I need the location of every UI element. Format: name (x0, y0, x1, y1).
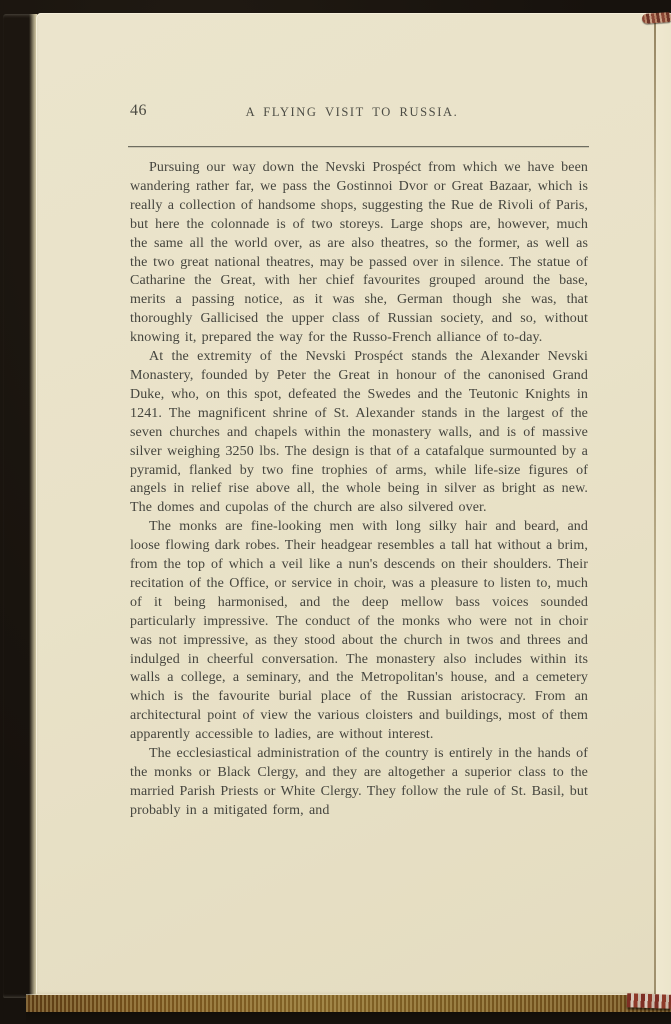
page-edge-stack (3, 14, 37, 998)
page-header (130, 102, 588, 124)
paragraph-3: The monks are fine-looking men with long silky hair and beard, and loose flowing dark robes. Their headgear resembles a tall hat without a brim, from the top of which a veil like a nun's descends on their shoulders. Their recitation of the Office, or service in choir, was a pleasure to listen to, much of it being harmonised, and the deep mellow bass voices sounded particularly impressive. The conduct of the monks who were not in choir was not impressive, as they stood about the church in twos and threes and indulged in cheerful conversation. The monastery also includes within its walls a college, a seminary, and the Metropolitan's house, and a cemetery which is the favourite burial place of the Russian aristocracy. From an architectural point of view the various cloisters and buildings, most of them apparently accessible to ladies, are without interest. (130, 519, 588, 743)
header-rule (128, 146, 589, 147)
page-body (130, 159, 588, 821)
page-block-bottom-edge (26, 995, 671, 1012)
paragraph-4: The ecclesiastical administration of the country is entirely in the hands of the monks or Black Clergy, and they are altogether a superior class to the married Parish Priests or White Clergy. They follow the rule of St. Basil, but probably in a mitigated form, and (130, 746, 588, 818)
printed-content (130, 102, 588, 818)
paragraph-2: At the extremity of the Nevski Prospéct stands the Alexander Nevski Monastery, founded by Peter the Great in honour of the canonised Grand Duke, who, on this spot, defeated the Swedes and the Teutonic Knights in 1241. The magnificent shrine of St. Alexander stands in the largest of the seven churches and chapels within the monastery walls, and is of massive silver weighing 3250 lbs. The design is that of a catafalque surmounted by a pyramid, flanked by two fine trophies of arms, while life-size figures of angels in relief rise above all, the whole being in silver as bright as new. The domes and cupolas of the church are also silvered over. (130, 349, 588, 516)
book-page (36, 13, 671, 996)
paragraph-1: Pursuing our way down the Nevski Prospéct from which we have been wandering rather far, we pass the Gostinnoi Dvor or Great Bazaar, which is really a collection of handsome shops, suggesting the Rue de Rivoli of Paris, but here the colonnade is of two storeys. Large shops are, however, much the same all the world over, as are also theatres, so the former, as well as the two great national theatres, may be passed over in silence. The statue of Catharine the Great, with her chief favourites grouped around the base, merits a passing notice, as it was she, German though she was, that thoroughly Gallicised the upper class of Russian society, and so, without knowing it, prepared the way for the Russo-French alliance of to-day. (130, 160, 588, 346)
headband-top (642, 12, 671, 24)
page-crease (654, 19, 656, 996)
next-page-edge (656, 21, 671, 996)
headband-bottom (627, 993, 671, 1009)
running-title: A FLYING VISIT TO RUSSIA. (245, 105, 459, 119)
page-number: 46 (130, 102, 147, 119)
